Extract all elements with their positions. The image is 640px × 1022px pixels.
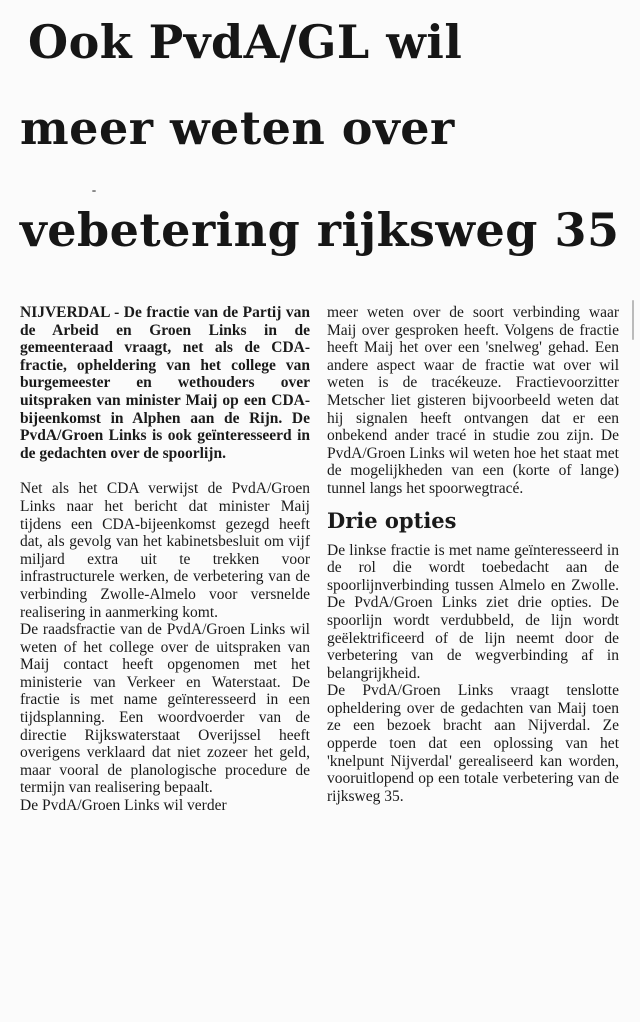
body-paragraph-1: Net als het CDA verwijst de PvdA/Groen Links naar het bericht dat minister Maij tijdens een CDA-bijeenkomst gezegd heeft dat, als gevolg van het kabinetsbesluit om vijf miljard extra uit te trekken voor infrastructurele werken, de verbetering van de verbinding Zwolle-Almelo voor versnelde realisering in aanmerking komt.	[20, 480, 310, 621]
body-paragraph-2: De raadsfractie van de PvdA/Groen Links wil weten of het college over de uitspraken van Maij contact heeft opgenomen met het ministerie van Verkeer en Waterstaat. De fractie is met name geïnteresseerd in een tijdsplanning. Een woordvoerder van de directie Rijkswaterstaat Overijssel heeft overigens verklaard dat niet zozeer het geld, maar vooral de planologische procedure de termijn van realisering bepaalt.	[20, 621, 310, 797]
body-paragraph-5: De PvdA/Groen Links vraagt tenslotte opheldering over de gedachten van Maij toen ze een bezoek bracht aan Nijverdal. Ze opperde toen dat een oplossing van het 'knelpunt Nijverdal' gerealiseerd kan worden, vooruitlopend op een totale verbetering van de rijksweg 35.	[327, 682, 619, 805]
article-column-right	[327, 304, 619, 805]
lead-text: De fractie van de Partij van de Arbeid en Groen Links in de gemeenteraad vraagt, net als de CDA-fractie, opheldering van het college van burgemeester en wethouders over uitspraken van minister Maij op een CDA-bijeenkomst in Alphen aan de Rijn. De PvdA/Groen Links is ook geïnteresseerd in de gedachten over de spoorlijn.	[20, 304, 310, 462]
subheading: Drie opties	[327, 507, 457, 533]
paragraph-gap	[20, 462, 310, 480]
body-paragraph-3-start: De PvdA/Groen Links wil verder	[20, 797, 227, 815]
lead-paragraph	[20, 304, 310, 462]
body-paragraph-3-continued: meer weten over de soort verbinding waar Maij over gesproken heeft. Volgens de fractie heeft Maij het over een 'snelweg' gehad. Een andere aspect waar de fractie wat over wil weten is de tracékeuze. Fractievoorzitter Metscher liet gisteren bijvoorbeeld weten dat hij signalen heeft ontvangen dat er een onbekend ander tracé in studie zou zijn. De PvdA/Groen Links wil weten hoe het staat met de mogelijkheden van een (korte of lange) tunnel langs het spoorwegtracé.	[327, 304, 619, 497]
headline-line-1: Ook PvdA/GL wil	[28, 15, 463, 69]
article-column-left	[20, 304, 310, 815]
headline-line-3: vebetering rijksweg 35	[20, 203, 620, 257]
body-paragraph-4: De linkse fractie is met name geïnteresseerd in de rol die wordt toebedacht aan de spoorlijnverbinding tussen Almelo en Zwolle. De PvdA/Groen Links ziet drie opties. De spoorlijn wordt verdubbeld, de lijn wordt geëlektrificeerd of de lijn neemt door de verbetering van de wegverbinding af in belangrijkheid.	[327, 541, 619, 682]
dateline: NIJVERDAL -	[20, 304, 120, 321]
scan-speck	[632, 300, 634, 340]
scan-speck	[92, 190, 96, 192]
headline-line-2: meer weten over	[20, 101, 455, 155]
